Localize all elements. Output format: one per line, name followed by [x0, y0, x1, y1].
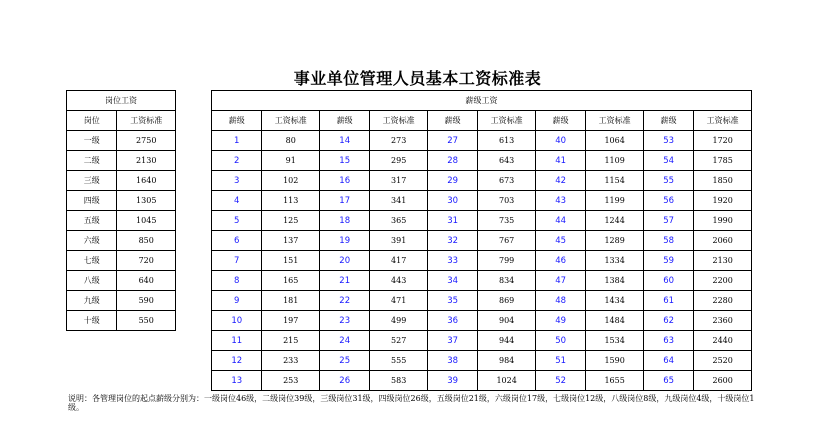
salary-level-cell: 36	[427, 311, 477, 331]
post-grade-cell: 三级	[67, 171, 117, 191]
salary-level-cell: 44	[535, 211, 585, 231]
post-amount-cell: 850	[117, 231, 176, 251]
salary-amount-cell: 869	[478, 291, 536, 311]
salary-amount-cell: 703	[478, 191, 536, 211]
post-amount-cell: 1640	[117, 171, 176, 191]
salary-level-cell: 63	[643, 331, 693, 351]
salary-amount-cell: 295	[370, 151, 428, 171]
salary-amount-cell: 253	[262, 371, 320, 391]
salary-level-cell: 8	[212, 271, 262, 291]
salary-amount-cell: 102	[262, 171, 320, 191]
salary-level-cell: 48	[535, 291, 585, 311]
salary-level-cell: 5	[212, 211, 262, 231]
post-grade-cell: 八级	[67, 271, 117, 291]
salary-amount-cell: 1434	[586, 291, 644, 311]
salary-level-cell: 26	[319, 371, 369, 391]
table-row	[67, 311, 176, 331]
salary-level-cell: 2	[212, 151, 262, 171]
salary-amount-cell: 443	[370, 271, 428, 291]
salary-amount-cell: 499	[370, 311, 428, 331]
salary-level-cell: 61	[643, 291, 693, 311]
table-row	[212, 211, 752, 231]
post-table-header-row	[67, 91, 176, 111]
post-amount-cell: 2130	[117, 151, 176, 171]
salary-level-cell: 27	[427, 131, 477, 151]
salary-level-cell: 11	[212, 331, 262, 351]
salary-amount-cell: 673	[478, 171, 536, 191]
salary-amount-cell: 1064	[586, 131, 644, 151]
table-row	[67, 251, 176, 271]
salary-level-cell: 30	[427, 191, 477, 211]
salary-amount-cell: 391	[370, 231, 428, 251]
salary-standard-column-header: 工资标准	[262, 111, 320, 131]
footnote: 说明：各管理岗位的起点薪级分别为：一级岗位46级，二级岗位39级，三级岗位31级，四级岗位26级，五级岗位21级，六级岗位17级，七级岗位12级，八级岗位8级，九级岗位4级，十级岗位1级。	[68, 394, 755, 412]
salary-level-cell: 15	[319, 151, 369, 171]
salary-amount-cell: 233	[262, 351, 320, 371]
post-grade-cell: 一级	[67, 131, 117, 151]
grade-salary-table	[211, 90, 752, 391]
salary-amount-cell: 1850	[694, 171, 752, 191]
salary-level-cell: 49	[535, 311, 585, 331]
table-row	[67, 231, 176, 251]
salary-amount-cell: 1920	[694, 191, 752, 211]
salary-level-cell: 19	[319, 231, 369, 251]
salary-level-cell: 39	[427, 371, 477, 391]
level-column-header: 薪级	[319, 111, 369, 131]
salary-amount-cell: 1484	[586, 311, 644, 331]
salary-amount-cell: 1990	[694, 211, 752, 231]
salary-level-cell: 59	[643, 251, 693, 271]
salary-amount-cell: 91	[262, 151, 320, 171]
salary-amount-cell: 1785	[694, 151, 752, 171]
salary-amount-cell: 1154	[586, 171, 644, 191]
post-grade-cell: 五级	[67, 211, 117, 231]
salary-standard-column-header: 工资标准	[370, 111, 428, 131]
salary-level-cell: 45	[535, 231, 585, 251]
salary-level-cell: 51	[535, 351, 585, 371]
level-column-header: 薪级	[643, 111, 693, 131]
table-row	[67, 151, 176, 171]
salary-level-cell: 65	[643, 371, 693, 391]
salary-level-cell: 10	[212, 311, 262, 331]
salary-amount-cell: 767	[478, 231, 536, 251]
salary-amount-cell: 984	[478, 351, 536, 371]
salary-amount-cell: 2600	[694, 371, 752, 391]
salary-table-column-row	[212, 111, 752, 131]
page-title: 事业单位管理人员基本工资标准表	[293, 69, 542, 88]
table-row	[212, 251, 752, 271]
salary-amount-cell: 341	[370, 191, 428, 211]
salary-amount-cell: 2130	[694, 251, 752, 271]
salary-amount-cell: 113	[262, 191, 320, 211]
salary-amount-cell: 944	[478, 331, 536, 351]
salary-amount-cell: 471	[370, 291, 428, 311]
salary-amount-cell: 151	[262, 251, 320, 271]
salary-amount-cell: 904	[478, 311, 536, 331]
salary-level-cell: 60	[643, 271, 693, 291]
salary-level-cell: 23	[319, 311, 369, 331]
salary-amount-cell: 2060	[694, 231, 752, 251]
salary-amount-cell: 834	[478, 271, 536, 291]
table-row	[212, 291, 752, 311]
salary-table-header-row	[212, 91, 752, 111]
salary-amount-cell: 215	[262, 331, 320, 351]
salary-amount-cell: 1534	[586, 331, 644, 351]
salary-amount-cell: 2200	[694, 271, 752, 291]
post-amount-cell: 590	[117, 291, 176, 311]
post-grade-cell: 十级	[67, 311, 117, 331]
salary-level-cell: 18	[319, 211, 369, 231]
salary-level-cell: 64	[643, 351, 693, 371]
salary-amount-cell: 799	[478, 251, 536, 271]
salary-amount-cell: 2360	[694, 311, 752, 331]
post-grade-cell: 九级	[67, 291, 117, 311]
table-row	[212, 191, 752, 211]
salary-amount-cell: 125	[262, 211, 320, 231]
table-row	[212, 231, 752, 251]
salary-level-cell: 56	[643, 191, 693, 211]
salary-amount-cell: 613	[478, 131, 536, 151]
salary-level-cell: 40	[535, 131, 585, 151]
salary-level-cell: 62	[643, 311, 693, 331]
salary-amount-cell: 1334	[586, 251, 644, 271]
table-row	[67, 131, 176, 151]
post-amount-cell: 2750	[117, 131, 176, 151]
salary-level-cell: 54	[643, 151, 693, 171]
table-row	[67, 271, 176, 291]
salary-level-cell: 16	[319, 171, 369, 191]
post-salary-table	[66, 90, 176, 331]
post-table-column-row	[67, 111, 176, 131]
salary-level-cell: 53	[643, 131, 693, 151]
salary-level-cell: 41	[535, 151, 585, 171]
post-amount-cell: 640	[117, 271, 176, 291]
salary-level-cell: 50	[535, 331, 585, 351]
salary-level-cell: 25	[319, 351, 369, 371]
salary-amount-cell: 1289	[586, 231, 644, 251]
table-row	[212, 331, 752, 351]
salary-level-cell: 17	[319, 191, 369, 211]
post-table-body	[67, 131, 176, 331]
salary-level-cell: 38	[427, 351, 477, 371]
salary-amount-cell: 2520	[694, 351, 752, 371]
post-amount-cell: 1045	[117, 211, 176, 231]
post-grade-cell: 六级	[67, 231, 117, 251]
salary-level-cell: 4	[212, 191, 262, 211]
post-amount-cell: 1305	[117, 191, 176, 211]
salary-amount-cell: 1244	[586, 211, 644, 231]
salary-amount-cell: 1024	[478, 371, 536, 391]
salary-amount-cell: 417	[370, 251, 428, 271]
salary-level-cell: 31	[427, 211, 477, 231]
salary-level-cell: 21	[319, 271, 369, 291]
salary-standard-column-header: 工资标准	[478, 111, 536, 131]
salary-level-cell: 52	[535, 371, 585, 391]
post-amount-cell: 720	[117, 251, 176, 271]
salary-amount-cell: 165	[262, 271, 320, 291]
salary-level-cell: 58	[643, 231, 693, 251]
post-grade-cell: 四级	[67, 191, 117, 211]
salary-level-cell: 33	[427, 251, 477, 271]
table-row	[212, 151, 752, 171]
table-row	[212, 131, 752, 151]
salary-level-cell: 35	[427, 291, 477, 311]
salary-level-cell: 43	[535, 191, 585, 211]
salary-table-body	[212, 131, 752, 391]
salary-amount-cell: 1199	[586, 191, 644, 211]
salary-amount-cell: 1720	[694, 131, 752, 151]
salary-amount-cell: 197	[262, 311, 320, 331]
salary-amount-cell: 1590	[586, 351, 644, 371]
level-column-header: 薪级	[212, 111, 262, 131]
post-column-header: 岗位	[67, 111, 117, 131]
salary-level-cell: 14	[319, 131, 369, 151]
salary-amount-cell: 1655	[586, 371, 644, 391]
salary-level-cell: 32	[427, 231, 477, 251]
salary-amount-cell: 365	[370, 211, 428, 231]
salary-level-cell: 20	[319, 251, 369, 271]
post-table-header: 岗位工资	[67, 91, 176, 111]
salary-amount-cell: 181	[262, 291, 320, 311]
post-grade-cell: 七级	[67, 251, 117, 271]
salary-level-cell: 46	[535, 251, 585, 271]
post-amount-cell: 550	[117, 311, 176, 331]
salary-level-cell: 13	[212, 371, 262, 391]
salary-level-cell: 3	[212, 171, 262, 191]
salary-amount-cell: 583	[370, 371, 428, 391]
table-row	[212, 371, 752, 391]
salary-level-cell: 34	[427, 271, 477, 291]
table-row	[67, 191, 176, 211]
salary-amount-cell: 137	[262, 231, 320, 251]
salary-level-cell: 6	[212, 231, 262, 251]
salary-level-cell: 29	[427, 171, 477, 191]
level-column-header: 薪级	[535, 111, 585, 131]
salary-amount-cell: 2280	[694, 291, 752, 311]
salary-table-header: 薪级工资	[212, 91, 752, 111]
salary-level-cell: 37	[427, 331, 477, 351]
table-row	[212, 351, 752, 371]
salary-level-cell: 47	[535, 271, 585, 291]
salary-level-cell: 12	[212, 351, 262, 371]
salary-level-cell: 7	[212, 251, 262, 271]
salary-amount-cell: 317	[370, 171, 428, 191]
salary-standard-column-header: 工资标准	[586, 111, 644, 131]
salary-amount-cell: 273	[370, 131, 428, 151]
salary-amount-cell: 1109	[586, 151, 644, 171]
post-standard-column-header: 工资标准	[117, 111, 176, 131]
table-row	[212, 171, 752, 191]
salary-level-cell: 9	[212, 291, 262, 311]
salary-level-cell: 57	[643, 211, 693, 231]
level-column-header: 薪级	[427, 111, 477, 131]
salary-amount-cell: 555	[370, 351, 428, 371]
salary-amount-cell: 80	[262, 131, 320, 151]
salary-level-cell: 42	[535, 171, 585, 191]
salary-standard-column-header: 工资标准	[694, 111, 752, 131]
salary-level-cell: 24	[319, 331, 369, 351]
salary-amount-cell: 735	[478, 211, 536, 231]
table-row	[67, 211, 176, 231]
table-row	[212, 271, 752, 291]
salary-amount-cell: 2440	[694, 331, 752, 351]
table-row	[212, 311, 752, 331]
post-grade-cell: 二级	[67, 151, 117, 171]
salary-amount-cell: 527	[370, 331, 428, 351]
table-row	[67, 291, 176, 311]
table-row	[67, 171, 176, 191]
salary-amount-cell: 1384	[586, 271, 644, 291]
salary-level-cell: 28	[427, 151, 477, 171]
salary-amount-cell: 643	[478, 151, 536, 171]
salary-level-cell: 22	[319, 291, 369, 311]
salary-level-cell: 55	[643, 171, 693, 191]
salary-level-cell: 1	[212, 131, 262, 151]
